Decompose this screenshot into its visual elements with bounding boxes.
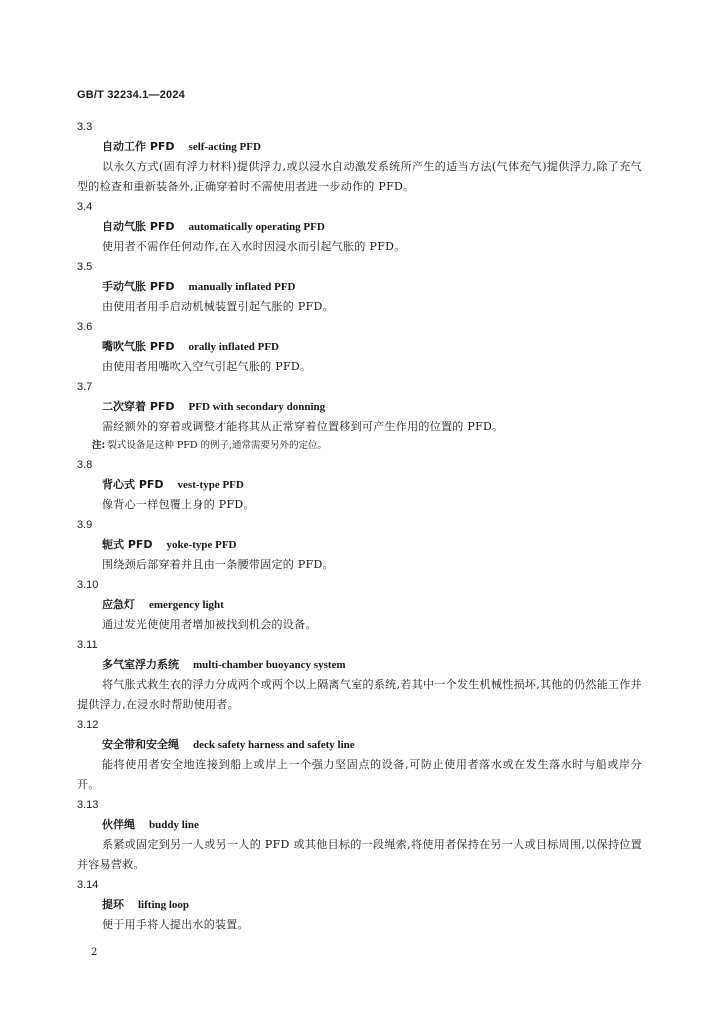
term-chinese: 自动工作 PFD <box>102 140 175 153</box>
note-text: 裂式设备是这种 PFD 的例子,通常需要另外的定位。 <box>107 440 327 451</box>
term-heading <box>77 895 642 915</box>
term-chinese: 安全带和安全绳 <box>102 738 179 751</box>
page-number: 2 <box>91 947 98 958</box>
clause-number: 3.8 <box>77 459 93 471</box>
terms-list <box>77 117 642 935</box>
term-english: vest-type PFD <box>177 479 244 491</box>
term-chinese: 自动气胀 PFD <box>102 220 175 233</box>
term-entry <box>77 715 642 795</box>
term-heading <box>77 337 642 357</box>
term-definition: 系紧或固定到另一人或另一人的 PFD 或其他目标的一段绳索,将使用者保持在另一人或目标周围,以保持位置并容易营救。 <box>77 838 642 871</box>
clause-number: 3.5 <box>77 261 93 273</box>
term-definition: 便于用手将人提出水的装置。 <box>102 918 249 931</box>
term-definition: 由使用者用嘴吹入空气引起气胀的 PFD。 <box>102 360 312 373</box>
clause-number: 3.14 <box>77 879 99 891</box>
term-english: PFD with secondary donning <box>188 401 326 413</box>
term-definition: 由使用者用手启动机械装置引起气胀的 PFD。 <box>102 300 334 313</box>
clause-number: 3.9 <box>77 519 93 531</box>
term-english: lifting loop <box>138 899 190 911</box>
term-english: automatically operating PFD <box>188 221 325 233</box>
term-entry <box>77 575 642 635</box>
clause-number: 3.4 <box>77 201 93 213</box>
clause-number: 3.3 <box>77 121 93 133</box>
term-english: manually inflated PFD <box>188 281 296 293</box>
term-heading <box>77 475 642 495</box>
term-entry <box>77 875 642 935</box>
term-entry <box>77 795 642 875</box>
term-chinese: 应急灯 <box>102 598 135 611</box>
standard-code: GB/T 32234.1—2024 <box>77 89 185 101</box>
term-entry <box>77 455 642 515</box>
term-entry <box>77 117 642 197</box>
term-chinese: 轭式 PFD <box>102 538 153 551</box>
term-heading <box>77 217 642 237</box>
term-definition: 围绕颈后部穿着并且由一条腰带固定的 PFD。 <box>102 558 334 571</box>
term-chinese: 伙伴绳 <box>102 818 135 831</box>
term-heading <box>77 137 642 157</box>
clause-number: 3.13 <box>77 799 99 811</box>
term-heading <box>77 815 642 835</box>
term-heading <box>77 277 642 297</box>
term-chinese: 手动气胀 PFD <box>102 280 175 293</box>
clause-number: 3.12 <box>77 719 99 731</box>
term-heading <box>77 735 642 755</box>
term-entry <box>77 197 642 257</box>
term-definition: 使用者不需作任何动作,在入水时因浸水而引起气胀的 PFD。 <box>102 240 406 253</box>
term-note <box>77 437 642 455</box>
term-entry <box>77 317 642 377</box>
term-chinese: 提环 <box>102 898 124 911</box>
term-heading <box>77 655 642 675</box>
term-definition: 能将使用者安全地连接到船上或岸上一个强力坚固点的设备,可防止使用者落水或在发生落水时与船或岸分开。 <box>77 758 642 791</box>
term-english: buddy line <box>149 819 199 831</box>
term-definition: 像背心一样包覆上身的 PFD。 <box>102 498 255 511</box>
term-entry <box>77 257 642 317</box>
term-english: yoke-type PFD <box>166 539 237 551</box>
term-heading <box>77 535 642 555</box>
term-chinese: 嘴吹气胀 PFD <box>102 340 175 353</box>
clause-number: 3.11 <box>77 639 98 651</box>
term-english: orally inflated PFD <box>188 341 279 353</box>
term-heading <box>77 595 642 615</box>
term-chinese: 背心式 PFD <box>102 478 164 491</box>
clause-number: 3.6 <box>77 321 93 333</box>
term-entry <box>77 515 642 575</box>
term-definition: 需经额外的穿着或调整才能将其从正常穿着位置移到可产生作用的位置的 PFD。 <box>102 420 504 433</box>
term-english: self-acting PFD <box>188 141 261 153</box>
term-entry <box>77 635 642 715</box>
term-definition: 通过发光使使用者增加被找到机会的设备。 <box>102 618 317 631</box>
clause-number: 3.7 <box>77 381 93 393</box>
term-english: emergency light <box>149 599 224 611</box>
term-english: multi-chamber buoyancy system <box>193 659 346 671</box>
term-heading <box>77 397 642 417</box>
clause-number: 3.10 <box>77 579 99 591</box>
term-chinese: 多气室浮力系统 <box>102 658 179 671</box>
term-english: deck safety harness and safety line <box>193 739 355 751</box>
term-definition: 将气胀式救生衣的浮力分成两个或两个以上隔离气室的系统,若其中一个发生机械性损坏,其他的仍然能工作并提供浮力,在浸水时帮助使用者。 <box>77 678 642 711</box>
term-entry <box>77 377 642 455</box>
note-label: 注: <box>92 440 106 451</box>
term-chinese: 二次穿着 PFD <box>102 400 175 413</box>
term-definition: 以永久方式(固有浮力材料)提供浮力,或以浸水自动激发系统所产生的适当方法(气体充气)提供浮力,除了充气型的检查和重新装备外,正确穿着时不需使用者进一步动作的 PFD。 <box>77 160 642 193</box>
